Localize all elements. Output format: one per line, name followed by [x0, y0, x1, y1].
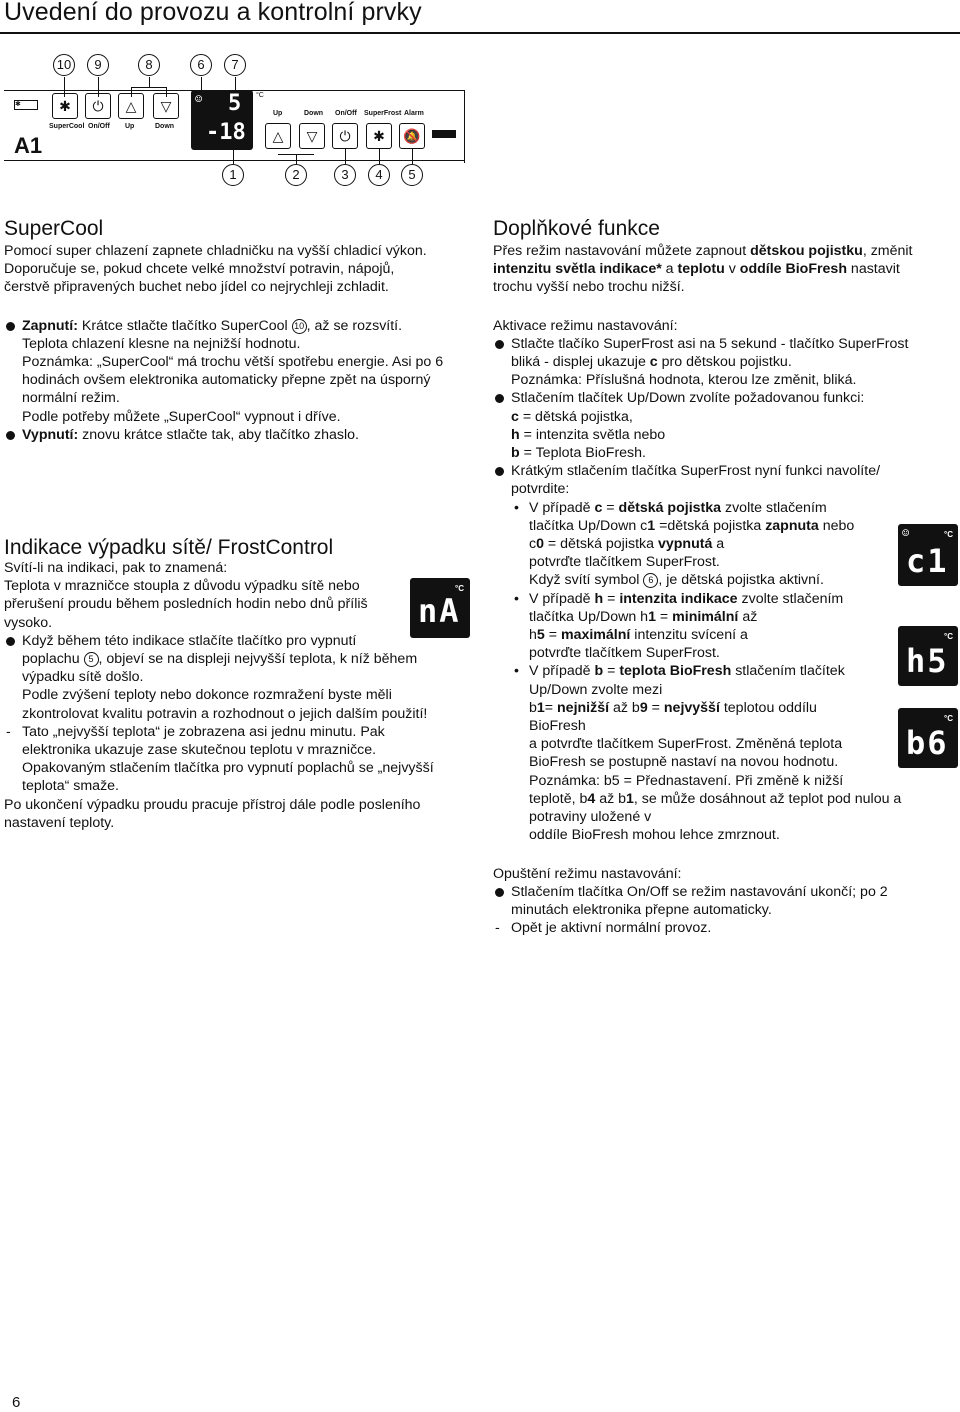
- up-button-right[interactable]: △: [265, 123, 291, 149]
- frost-line: vysoko.: [4, 614, 53, 631]
- leader-line: [379, 149, 380, 164]
- onoff-label-left: On/Off: [88, 123, 110, 130]
- frost-end-line: nastavení teploty.: [4, 814, 115, 831]
- brightness-item: • V případě h = intenzita indikace zvolte stlačením: [493, 590, 933, 608]
- frost-alarm-line: výpadku sítě došlo.: [22, 669, 144, 686]
- title-bar: [0, 0, 960, 34]
- frost-dash-item: - Tato „nejvyšší teplota“ je zobrazena asi jednu minutu. Pak: [4, 723, 474, 741]
- supercool-note-line: Poznámka: „SuperCool“ má trochu větší spotřebu energie. Asi po 6: [22, 354, 444, 371]
- callout-6: 6: [190, 54, 212, 76]
- confirm-step: Krátkým stlačením tlačítka SuperFrost nyní funkci navolíte/: [493, 462, 933, 480]
- callout-4: 4: [368, 164, 390, 186]
- child-lock-smiley-icon: ☺: [902, 526, 910, 540]
- supercool-intro-line: čerstvě připravených buchet nebo jídel co nejrychleji zchladit.: [4, 279, 389, 296]
- down-button-left[interactable]: ▽: [153, 93, 179, 119]
- unit-label: °C: [944, 530, 953, 539]
- panel-model-label: A1: [14, 133, 43, 158]
- supercool-intro-line: Doporučuje se, pokud chcete velké množství potravin, nápojů,: [4, 261, 395, 278]
- biofresh-line: teplotě, b4 až b1, se může dosáhnout až teplot pod nulou a: [529, 790, 902, 807]
- down-label-left: Down: [155, 123, 175, 130]
- display-fridge-temp: 5: [228, 91, 242, 116]
- frost-end-line: Po ukončení výpadku proudu pracuje přístroj dále podle posleního: [4, 796, 421, 813]
- callout-5: 5: [401, 164, 423, 186]
- exit-line: minutách elektronika přepne automaticky.: [511, 901, 772, 918]
- activation-note: Poznámka: Příslušná hodnota, kterou lze změnit, bliká.: [511, 372, 857, 389]
- h5-display: [898, 626, 958, 686]
- down-button-right[interactable]: ▽: [299, 123, 325, 149]
- select-step: Stlačením tlačítek Up/Down zvolíte požadovanou funkci:: [493, 389, 933, 407]
- biofresh-line: BioFresh se postupně nastaví na novou hodnotu.: [529, 754, 839, 771]
- leader-line: [412, 149, 413, 164]
- extra-heading: Doplňkové funkce: [493, 217, 660, 240]
- na-display-text: nA: [418, 592, 461, 630]
- callout-9: 9: [87, 54, 109, 76]
- c1-display: [898, 524, 958, 586]
- supercool-on-line: Teplota chlazení klesne na nejnižší hodnotu.: [22, 335, 301, 352]
- page-number: 6: [12, 1394, 21, 1411]
- extra-section: [493, 242, 933, 937]
- superfrost-button[interactable]: ✱: [366, 123, 392, 149]
- frost-alarm-line: zkontrolovat kvalitu potravin a rozhodnout o jejich dalším použití!: [22, 705, 428, 722]
- frost-heading: Indikace výpadku sítě/ FrostControl: [4, 536, 334, 559]
- frost-section: [4, 559, 474, 832]
- callout-7: 7: [224, 54, 246, 76]
- leader-line: [149, 77, 150, 87]
- down-label-right: Down: [304, 110, 324, 117]
- child-lock-line: tlačítka Up/Down c1 =dětská pojistka zapnuta nebo: [529, 517, 855, 534]
- select-option: h = intenzita světla nebo: [511, 426, 666, 443]
- select-option: b = Teplota BioFresh.: [511, 445, 646, 462]
- extra-intro-line: Přes režim nastavování můžete zapnout dětskou pojistku, změnit: [493, 243, 913, 259]
- frost-line: Teplota v mrazničce stoupla z důvodu výpadku sítě nebo: [4, 578, 360, 595]
- onoff-label-right: On/Off: [335, 110, 357, 117]
- temperature-alarm-icon: [432, 130, 456, 138]
- control-panel-diagram: [0, 40, 470, 200]
- biofresh-line: Up/Down zvolte mezi: [529, 681, 663, 698]
- frost-line: Svítí-li na indikaci, pak to znamená:: [4, 560, 228, 576]
- supercool-note-line: hodinách ovšem elektronika automaticky přepne zpět na úsporný: [22, 372, 431, 389]
- supercool-on-step: Zapnutí: Krátce stlačte tlačítko SuperCool 10 , až se rozsvítí.: [4, 317, 474, 335]
- extra-intro-line: trochu vyšší nebo trochu nižší.: [493, 279, 685, 296]
- exit-dash-item: - Opět je aktivní normální provoz.: [493, 919, 933, 937]
- supercool-heading: SuperCool: [4, 217, 104, 240]
- extra-intro-line: intenzitu světla indikace* a teplotu v oddíle BioFresh nastavit: [493, 261, 900, 278]
- supercool-button[interactable]: ✱: [52, 93, 78, 119]
- exit-heading: Opuštění režimu nastavování:: [493, 865, 682, 882]
- supercool-note-line: normální režim.: [22, 390, 120, 407]
- c1-display-text: c1: [906, 542, 949, 580]
- frost-dash-line: teplota“ smaže.: [22, 778, 119, 795]
- page-title: Uvedení do provozu a kontrolní prvky: [4, 0, 422, 26]
- unit-label: °C: [256, 92, 264, 99]
- leader-line: [131, 87, 167, 88]
- child-lock-line: c0 = dětská pojistka vypnutá a: [529, 536, 725, 553]
- frost-dash-line: Opakovaným stlačením tlačítka pro vypnutí poplachů se „nejvyšší: [22, 760, 434, 777]
- unit-label: °C: [455, 584, 464, 593]
- callout-1: 1: [222, 164, 244, 186]
- onoff-button-left[interactable]: ⏻: [85, 93, 111, 119]
- biofresh-line: BioFresh: [529, 718, 586, 735]
- supercool-off-step: Vypnutí: znovu krátce stlačte tak, aby tlačítko zhaslo.: [4, 426, 474, 444]
- activation-heading: Aktivace režimu nastavování:: [493, 317, 678, 334]
- unit-label: °C: [944, 714, 953, 723]
- callout-8: 8: [138, 54, 160, 76]
- leader-line: [345, 149, 346, 164]
- na-display: [410, 578, 470, 638]
- biofresh-line: b1= nejnižší až b9 = nejvyšší teplotou oddílu: [529, 699, 817, 716]
- callout-10: 10: [53, 54, 75, 76]
- up-label-left: Up: [125, 123, 135, 130]
- up-button-left[interactable]: △: [118, 93, 144, 119]
- up-label-right: Up: [273, 110, 283, 117]
- supercool-section: [4, 242, 474, 444]
- confirm-line: potvrdite:: [511, 481, 570, 498]
- unit-label: °C: [944, 632, 953, 641]
- biofresh-item: • V případě b = teplota BioFresh stlačením tlačítek: [493, 662, 933, 680]
- child-lock-item: • V případě c = dětská pojistka zvolte stlačením: [493, 499, 933, 517]
- alarm-label: Alarm: [404, 110, 424, 117]
- biofresh-line: a potvrďte tlačítkem SuperFrost. Změněná teplota: [529, 736, 843, 753]
- supercool-intro-line: Pomocí super chlazení zapnete chladničku na vyšší chladicí výkon.: [4, 243, 427, 259]
- brightness-line: tlačítka Up/Down h1 = minimální až: [529, 608, 758, 625]
- child-lock-line: Když svítí symbol 6 , je dětská pojistka aktivní.: [529, 572, 824, 589]
- temperature-display: [191, 90, 253, 150]
- door-open-icon: ✱: [14, 100, 38, 110]
- frost-alarm-step: Když během této indikace stlačíte tlačítko pro vypnutí: [4, 632, 474, 650]
- frost-line: přerušení proudu během posledních hodin nebo dnů příliš: [4, 596, 368, 613]
- frost-alarm-line: Podle zvýšení teploty nebo dokonce rozmražení byste měli: [22, 687, 392, 704]
- supercool-note-line: Podle potřeby můžete „SuperCool“ vypnout i dříve.: [22, 408, 341, 425]
- frost-alarm-line: poplachu 5 , objeví se na displeji nejvyšší teplota, k níž během: [22, 651, 418, 668]
- activation-step: Stlačte tlačíko SuperFrost asi na 5 sekund - tlačítko SuperFrost: [493, 335, 933, 353]
- onoff-button-right[interactable]: ⏻: [332, 123, 358, 149]
- biofresh-line: potraviny uložené v: [529, 809, 652, 826]
- h5-display-text: h5: [906, 642, 949, 680]
- frost-dash-line: elektronika ukazuje zase skutečnou teplotu v mrazničce.: [22, 742, 377, 759]
- exit-step: Stlačením tlačítka On/Off se režim nastavování ukončí; po 2: [493, 883, 933, 901]
- child-lock-smiley-icon: ☺: [195, 92, 203, 106]
- biofresh-line: oddíle BioFresh mohou lehce zmrznout.: [529, 827, 780, 844]
- supercool-label: SuperCool: [49, 123, 85, 130]
- alarm-button[interactable]: 🔕: [399, 123, 425, 149]
- b6-display-text: b6: [906, 724, 949, 762]
- biofresh-line: Poznámka: b5 = Přednastavení. Při změně k nižší: [529, 772, 844, 789]
- callout-2: 2: [285, 164, 307, 186]
- select-option: c = dětská pojistka,: [511, 408, 633, 425]
- brightness-line: h5 = maximální intenzitu svícení a: [529, 627, 748, 644]
- brightness-line: potvrďte tlačítkem SuperFrost.: [529, 645, 720, 662]
- b6-display: [898, 708, 958, 768]
- display-freezer-temp: -18: [206, 120, 246, 145]
- leader-line: [233, 150, 234, 164]
- panel-bottom-line: [4, 160, 464, 161]
- superfrost-label: SuperFrost: [364, 110, 402, 117]
- callout-3: 3: [334, 164, 356, 186]
- activation-line: bliká - displej ukazuje c pro dětskou pojistku.: [511, 354, 792, 371]
- child-lock-line: potvrďte tlačítkem SuperFrost.: [529, 554, 720, 571]
- leader-line: [296, 154, 297, 164]
